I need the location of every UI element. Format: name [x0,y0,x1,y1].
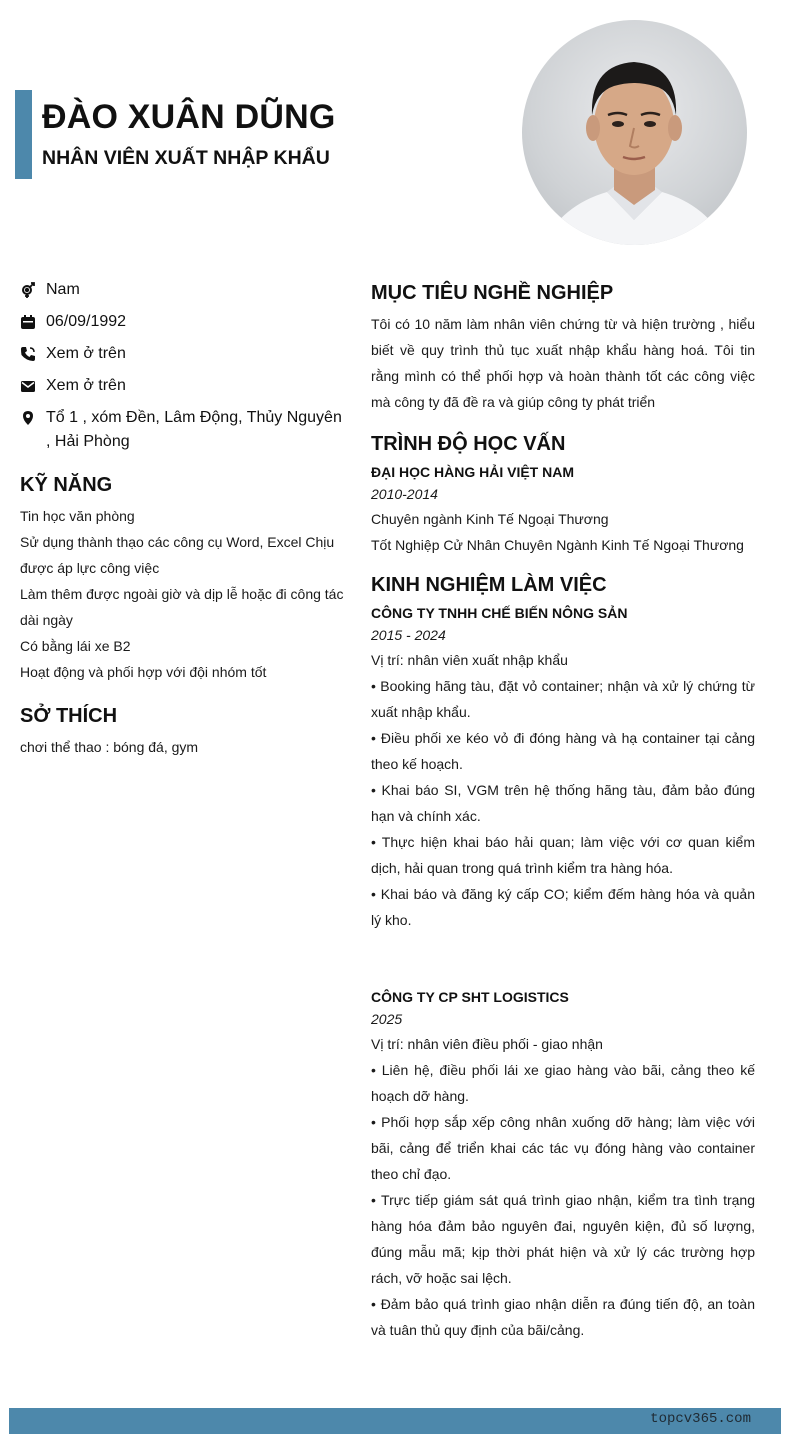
phone-text: Xem ở trên [46,345,126,362]
education-major: Chuyên ngành Kinh Tế Ngoại Thương [371,511,609,527]
objective-text: Tôi có 10 năm làm nhân viên chứng từ và hiện trường , hiểu biết về quy trình thủ tục xuất nhập khẩu hàng hoá. Tôi tin rằng mình có thể phối hợp và hoàn thành tốt các công việc mà công ty đã đề ra và giúp công ty phát triển [371,316,755,410]
job-duty: • Liên hệ, điều phối lái xe giao hàng vào bãi, cảng theo kế hoạch dỡ hàng. [371,1062,755,1104]
left-column [20,278,350,760]
company-name: CÔNG TY TNHH CHẾ BIẾN NÔNG SẢN [371,605,628,621]
job-position: Vị trí: nhân viên điều phối - giao nhận [371,1036,603,1052]
skill-item: Có bằng lái xe B2 [20,638,131,654]
contact-address [20,406,350,454]
education-title: TRÌNH ĐỘ HỌC VẤN [371,433,566,455]
job-position: Vị trí: nhân viên xuất nhập khẩu [371,652,568,668]
candidate-name: ĐÀO XUÂN DŨNG [42,98,336,136]
company-name: CÔNG TY CP SHT LOGISTICS [371,989,569,1005]
calendar-icon [20,310,38,334]
skills-list [20,503,350,685]
footer-watermark: topcv365.com [650,1411,751,1427]
footer-bar [9,1408,781,1434]
job-period: 2015 - 2024 [371,627,446,643]
birthday-text: 06/09/1992 [46,313,127,330]
job-duty: • Khai báo SI, VGM trên hệ thống hãng tàu, đảm bảo đúng hạn và chính xác. [371,782,755,824]
avatar [522,20,747,245]
job-duty: • Thực hiện khai báo hải quan; làm việc với cơ quan kiểm dịch, hải quan trong quá trình kiểm tra hàng hóa. [371,834,755,876]
job-duty: • Trực tiếp giám sát quá trình giao nhận, kiểm tra tình trạng hàng hóa đảm bảo nguyên đai, nguyên kiện, đủ số lượng, đúng mẫu mã; kịp thời phát hiện và xử lý các trường hợp rách, vỡ hoặc sai lệch. [371,1192,755,1286]
contact-birthday [20,310,350,334]
right-column [371,282,755,1343]
job-period: 2025 [371,1011,403,1027]
email-icon [20,374,38,398]
phone-icon [20,342,38,366]
school-name: ĐẠI HỌC HÀNG HẢI VIỆT NAM [371,464,574,480]
job-entry [371,987,755,1343]
job-duty: • Khai báo và đăng ký cấp CO; kiểm đếm hàng hóa và quản lý kho. [371,886,755,928]
skill-item: Hoạt động và phối hợp với đội nhóm tốt [20,664,267,680]
skill-item: Sử dụng thành thạo các công cụ Word, Excel Chịu được áp lực công việc [20,534,335,576]
experience-title: KINH NGHIỆM LÀM VIỆC [371,574,607,596]
address-text: Tổ 1 , xóm Đền, Lâm Động, Thủy Nguyên , Hải Phòng [46,409,342,450]
email-text: Xem ở trên [46,377,126,394]
location-pin-icon [20,406,38,430]
header-accent-bar [15,90,32,179]
job-duty: • Điều phối xe kéo vỏ đi đóng hàng và hạ container tại cảng theo kế hoạch. [371,730,755,772]
contact-gender [20,278,350,302]
skill-item: Tin học văn phòng [20,508,135,524]
profile-photo-icon [522,20,747,245]
skills-title: KỸ NĂNG [20,474,113,496]
education-degree: Tốt Nghiệp Cử Nhân Chuyên Ngành Kinh Tế Ngoại Thương [371,537,744,553]
job-duty: • Booking hãng tàu, đặt vỏ container; nhận và xử lý chứng từ xuất nhập khẩu. [371,678,755,720]
job-entry [371,603,755,933]
job-duty: • Đảm bảo quá trình giao nhận diễn ra đúng tiến độ, an toàn và tuân thủ quy định của bãi/cảng. [371,1296,755,1338]
gender-text: Nam [46,281,80,298]
education-period: 2010-2014 [371,486,438,502]
hobbies-title: SỞ THÍCH [20,705,118,727]
job-duty: • Phối hợp sắp xếp công nhân xuống dỡ hàng; làm việc với bãi, cảng để triển khai các tác vụ đóng hàng vào container theo chỉ đạo. [371,1114,755,1182]
contact-phone [20,342,350,366]
objective-title: MỤC TIÊU NGHỀ NGHIỆP [371,282,614,304]
gender-icon [20,278,38,302]
hobbies-text: chơi thể thao : bóng đá, gym [20,739,199,755]
skill-item: Làm thêm được ngoài giờ và dịp lễ hoặc đi công tác dài ngày [20,586,344,628]
contact-email [20,374,350,398]
job-title: NHÂN VIÊN XUẤT NHẬP KHẨU [42,147,330,169]
